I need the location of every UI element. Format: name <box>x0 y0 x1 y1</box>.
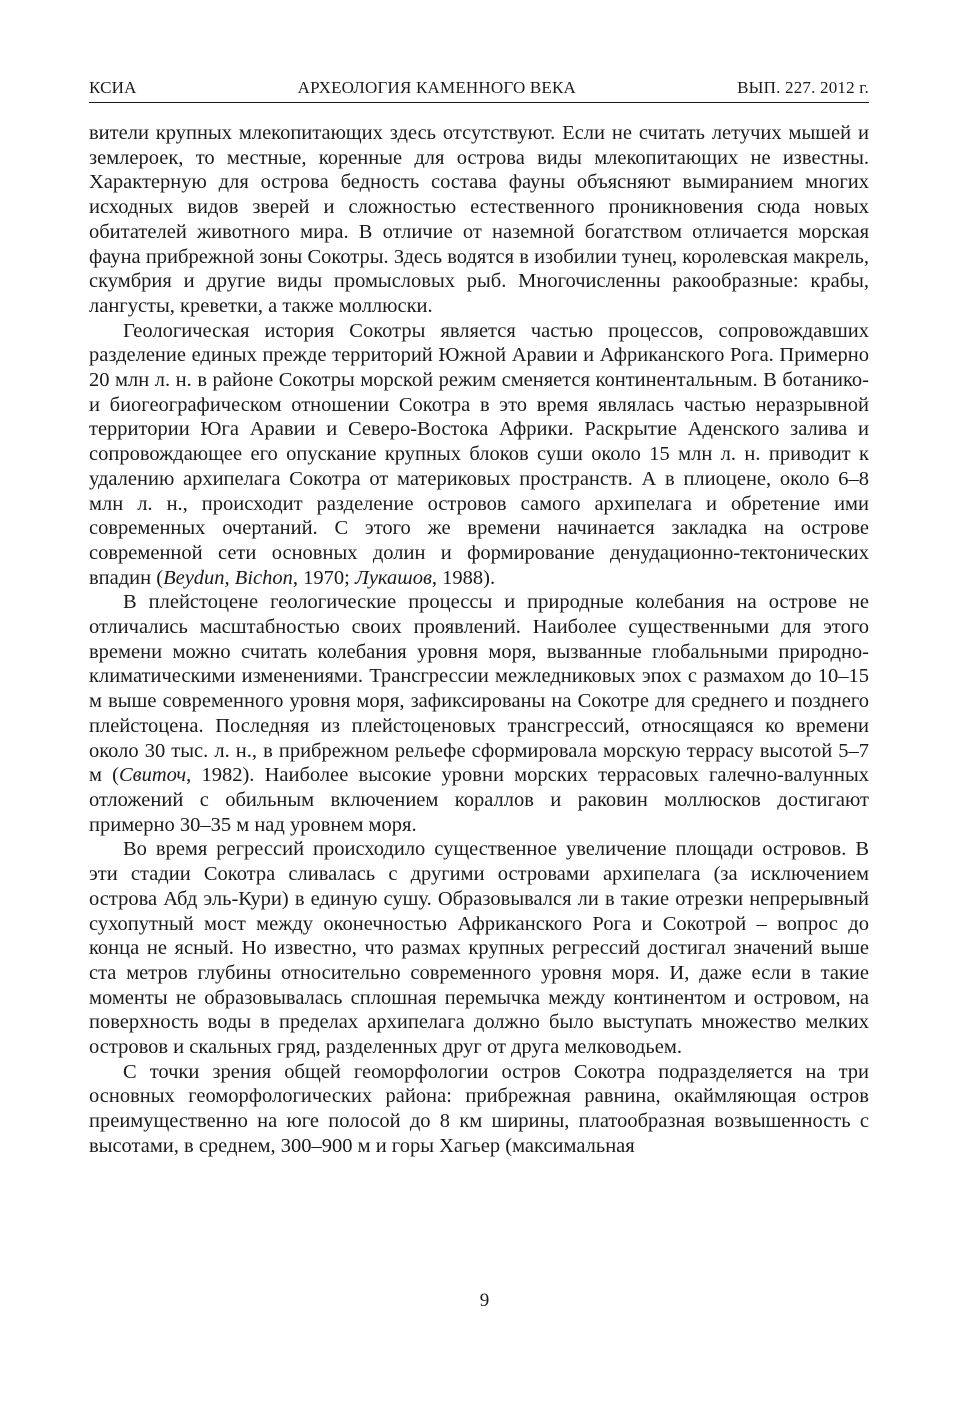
running-header <box>89 78 869 103</box>
journal-page <box>89 78 869 1159</box>
journal-abbreviation: КСИА <box>89 78 137 97</box>
paragraph-regressions <box>89 837 869 1059</box>
text-run: В плейстоцене геологические процессы и природные колебания на острове не отличались масштабностью своих проявлений. Наиболее существенными для этого времени можно считать колебания уровня моря, вызванные глобальными природно-климатическими изменениями. Трансгрессии межледниковых эпох с размахом до 10–15 м выше современного уровня моря, зафиксированы на Сокотре для среднего и позднего плейстоцена. Последняя из плейстоценовых трансгрессий, относящаяся ко времени около 30 тыс. л. н., в прибрежном рельефе сформировала морскую террасу высотой 5–7 м ( <box>89 591 869 787</box>
text-run: С точки зрения общей геоморфологии остров Сокотра подразделяется на три основных геоморфологических района: прибрежная равнина, окаймляющая остров преимущественно на юге полосой до 8 км ширины, платообразная возвышенность с высотами, в среднем, 300–900 м и горы Хагьер (максимальная <box>89 1060 869 1157</box>
text-run: Геологическая история Сокотры является частью процессов, сопровождавших разделение единых прежде территорий Южной Аравии и Африканского Рога. Примерно 20 млн л. н. в районе Сокотры морской режим сменяется континентальным. В ботанико- и биогеографическом отношении Сокотра в это время являлась частью неразрывной территории Юга Аравии и Северо-Востока Африки. Раскрытие Аденского залива и сопровождающее его опускание крупных блоков суши около 15 млн л. н. приводит к удалению архипелага Сокотра от материковых пространств. А в плиоцене, около 6–8 млн л. н., происходит разделение островов самого архипелага и обретение ими современных очертаний. С этого же времени начинается закладка на острове современной сети основных долин и формирование денудационно-тектонических впадин ( <box>89 319 869 589</box>
paragraph-pleistocene <box>89 590 869 837</box>
text-run: , 1988). <box>431 566 496 589</box>
citation-author: Свиточ <box>119 764 187 787</box>
citation-author: Лукашов <box>354 566 432 589</box>
paragraph-geological-history <box>89 319 869 591</box>
text-run: вители крупных млекопитающих здесь отсутствуют. Если не считать летучих мышей и землероек, то местные, коренные для острова виды млекопитающих не известны. Характерную для острова бедность состава фауны объясняют вымиранием многих исходных видов зверей и сложностью естественного проникновения сюда новых обитателей животного мира. В отличие от наземной богатством отличается морская фауна прибрежной зоны Сокотры. Здесь водятся в изобилии тунец, королевская макрель, скумбрия и другие виды промысловых рыб. Многочисленны ракообразные: крабы, лангусты, креветки, а также моллюски. <box>89 122 869 317</box>
issue-info: ВЫП. 227. 2012 г. <box>737 78 869 97</box>
page-number: 9 <box>479 1290 490 1311</box>
paragraph-geomorphology <box>89 1060 869 1159</box>
paragraph-continuation <box>89 121 869 319</box>
text-run: Во время регрессий происходило существенное увеличение площади островов. В эти стадии Сокотра сливалась с другими островами архипелага (за исключением острова Абд эль-Кури) в единую сушу. Образовывался ли в такие отрезки непрерывный сухопутный мост между оконечностью Африканского Рога и Сокотрой – вопрос до конца не ясный. Но известно, что размах крупных регрессий достигал значений выше ста метров глубины относительно современного уровня моря. И, даже если в такие моменты не образовывалась сплошная перемычка между континентом и островом, на поверхность воды в пределах архипелага должно было выступать множество мелких островов и скальных гряд, разделенных друг от друга мелководьем. <box>89 838 869 1059</box>
text-run: , 1982). Наиболее высокие уровни морских террасовых галечно-валунных отложений с обильным включением кораллов и раковин моллюсков достигают примерно 30–35 м над уровнем моря. <box>89 764 869 836</box>
citation-author: Beydun, Bichon <box>163 566 293 589</box>
text-run: , 1970; <box>292 566 355 589</box>
section-title: АРХЕОЛОГИЯ КАМЕННОГО ВЕКА <box>297 78 577 97</box>
article-body <box>89 121 869 1159</box>
